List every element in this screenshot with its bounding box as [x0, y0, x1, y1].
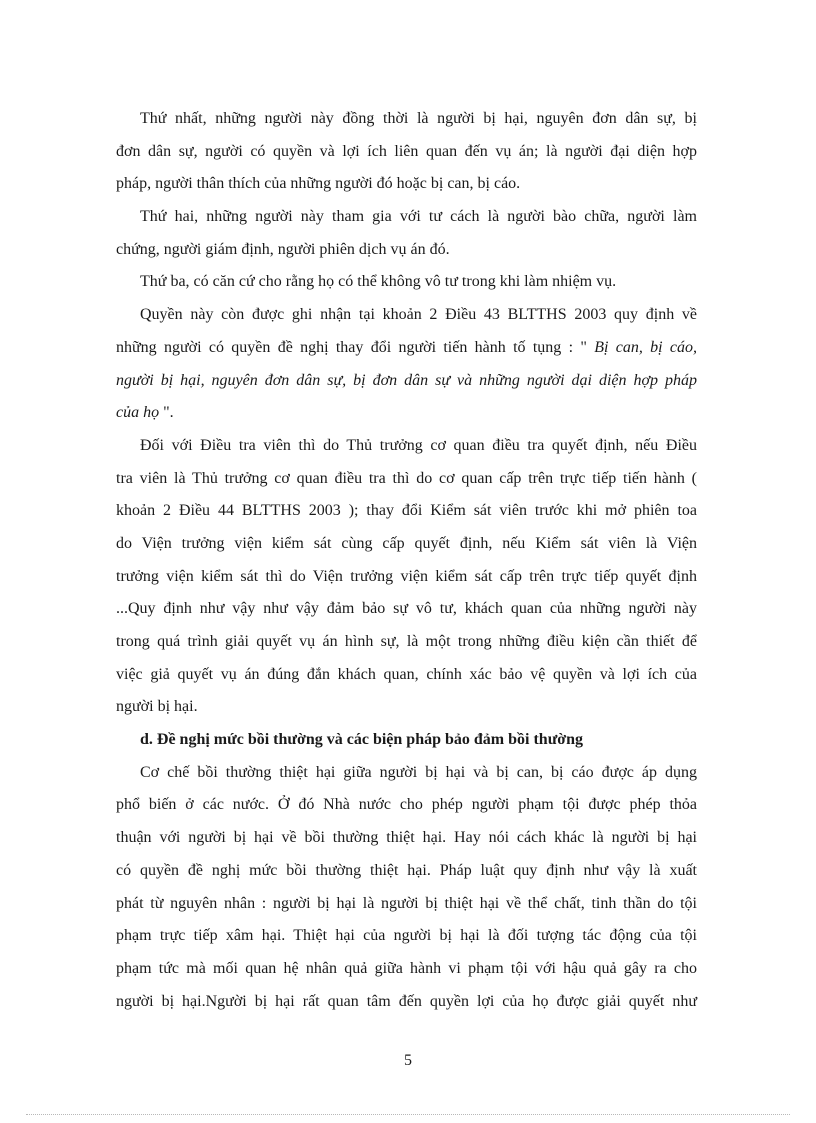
- body-line: [116, 332, 697, 365]
- body-line: khoản 2 Điều 44 BLTTHS 2003 ); thay đổi Kiểm sát viên trước khi mở phiên toa: [116, 502, 697, 520]
- quoted-text: của họ: [116, 404, 160, 422]
- body-line: pháp, người thân thích của những người đó hoặc bị can, bị cáo.: [116, 175, 521, 193]
- body-text: những người có quyền đề nghị thay đổi người tiến hành tố tụng : ": [116, 338, 587, 356]
- section-heading: d. Đề nghị mức bồi thường và các biện pháp bảo đảm bồi thường: [140, 731, 584, 749]
- page-bottom-divider: [26, 1114, 790, 1115]
- body-line: [116, 397, 697, 430]
- quoted-line: người bị hại, nguyên đơn dân sự, bị đơn dân sự và những người dại diện hợp pháp: [116, 371, 697, 389]
- body-line: do Viện trưởng viện kiểm sát cùng cấp quyết định, nếu Kiểm sát viên là Viện: [116, 534, 697, 552]
- body-line: việc giả quyết vụ án đúng đắn khách quan, chính xác bảo vệ quyền và lợi ích của: [116, 665, 697, 683]
- body-line: Quyền này còn được ghi nhận tại khoản 2 Điều 43 BLTTHS 2003 quy định về: [140, 306, 697, 324]
- body-line: ...Quy định như vậy như vậy đảm bảo sự vô tư, khách quan của những người này: [116, 600, 697, 618]
- page-body: [116, 103, 697, 1018]
- body-line: thuận với người bị hại về bồi thường thiệt hại. Hay nói cách khác là người bị hại: [116, 829, 697, 847]
- body-line: người bị hại.: [116, 698, 198, 716]
- body-line: Cơ chế bồi thường thiệt hại giữa người bị hại và bị can, bị cáo được áp dụng: [140, 763, 697, 781]
- body-line: có quyền đề nghị mức bồi thường thiệt hại. Pháp luật quy định như vậy là xuất: [116, 861, 697, 879]
- body-line: trưởng viện kiểm sát thì do Viện trưởng viện kiểm sát cấp trên trực tiếp quyết định: [116, 567, 697, 585]
- page-number: 5: [404, 1052, 412, 1069]
- body-line: tra viên là Thủ trưởng cơ quan điều tra thì do cơ quan cấp trên trực tiếp tiến hành (: [116, 469, 697, 487]
- body-line: người bị hại.Người bị hại rất quan tâm đến quyền lợi của họ được giải quyết như: [116, 992, 697, 1010]
- body-line: Thứ ba, có căn cứ cho rằng họ có thể không vô tư trong khi làm nhiệm vụ.: [140, 273, 617, 291]
- body-line: Thứ nhất, những người này đồng thời là người bị hại, nguyên đơn dân sự, bị: [140, 110, 697, 127]
- body-line: phạm trực tiếp xâm hại. Thiệt hại của người bị hại là đối tượng tác động của tội: [116, 927, 697, 945]
- body-line: trong quá trình giải quyết vụ án hình sự, là một trong những điều kiện cần thiết để: [116, 633, 697, 650]
- body-line: phổ biến ở các nước. Ở đó Nhà nước cho phép người phạm tội được phép thỏa: [116, 796, 697, 814]
- body-line: phạm tức mà mối quan hệ nhân quả giữa hành vi phạm tội với hậu quả gây ra cho: [116, 959, 697, 977]
- body-text: ".: [159, 404, 174, 422]
- quoted-text: Bị can, bị cáo,: [594, 338, 698, 356]
- body-line: phát từ nguyên nhân : người bị hại là người bị thiệt hại về thể chất, tinh thần do tội: [116, 894, 697, 912]
- body-line: Đối với Điều tra viên thì do Thủ trưởng cơ quan điều tra quyết định, nếu Điều: [140, 436, 697, 454]
- body-line: đơn dân sự, người có quyền và lợi ích liên quan đến vụ án; là người đại diện hợp: [116, 142, 697, 160]
- body-line: chứng, người giám định, người phiên dịch vụ án đó.: [116, 240, 450, 258]
- body-line: Thứ hai, những người này tham gia với tư cách là người bào chữa, người làm: [140, 208, 697, 226]
